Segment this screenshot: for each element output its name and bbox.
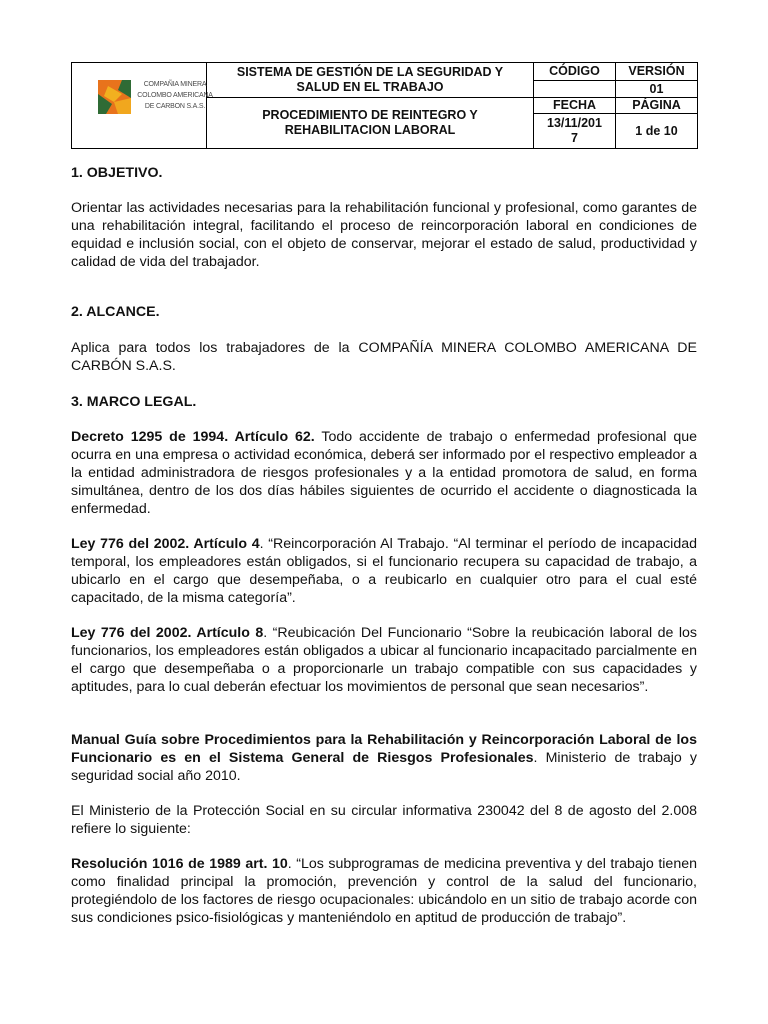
company-logo-text	[135, 79, 215, 112]
legal-item-resolucion-1016	[71, 855, 697, 927]
pagina-value: 1 de 10	[616, 114, 698, 149]
fecha-label: FECHA	[534, 98, 616, 114]
legal-item-text: . “Los subprogramas de medicina preventiva y del trabajo tienen como finalidad principal la promoción, prevención y control de la salud del funcionario, protegiéndolo de los factores de riesgo ocupacionales: ubicándolo en un sitio de trabajo acorde con sus condiciones psico-fisiológicas y manteniéndolo en aptitud de producción de trabajo”.	[71, 856, 697, 927]
legal-item-text: . Ministerio de trabajo y seguridad social año 2010.	[71, 750, 697, 785]
version-value: 01	[616, 81, 698, 98]
company-logo-cell	[72, 63, 213, 149]
company-logo	[98, 77, 213, 127]
legal-item-title: Decreto 1295 de 1994. Artículo 62.	[71, 429, 315, 445]
legal-item-title: Ley 776 del 2002. Artículo 4	[71, 536, 260, 552]
legal-item-text: . “Reubicación Del Funcionario “Sobre la reubicación laboral de los funcionarios, los empleadores están obligados a ubicar al funcionario incapacitado parcialmente en el cargo que desempeñaba o a proporcionarle un trabajo compatible con sus capacidades y aptitudes, para lo cual deberán efectuar los movimientos de personal que sean necesarios”.	[71, 625, 697, 696]
objetivo-text: Orientar las actividades necesarias para la rehabilitación funcional y profesional, como garantes de una rehabilitación integral, facilitando el proceso de reincorporación laboral en condiciones de equidad e inclusión social, con el objeto de conservar, mejorar el estado de salud, productividad y calidad de vida del trabajador.	[71, 200, 697, 271]
logo-line-3: DE CARBON S.A.S.	[144, 103, 206, 110]
logo-line-1: COMPAÑIA MINERA	[143, 81, 207, 88]
legal-item-text: Todo accidente de trabajo o enfermedad profesional que ocurra en una empresa o actividad económica, deberá ser informado por el respectivo empleador a la entidad administradora de riesgos profesionales y a la entidad promotora de salud, en forma simultánea, dentro de los dos días hábiles siguientes de ocurrido el accidente o diagnosticada la enfermedad.	[71, 429, 697, 518]
fecha-value: 13/11/2017	[534, 114, 616, 149]
legal-item-text: El Ministerio de la Protección Social en su circular informativa 230042 del 8 de agosto del 2.008 refiere lo siguiente:	[71, 803, 697, 838]
legal-item-title: Ley 776 del 2002. Artículo 8	[71, 625, 264, 641]
legal-item-text: . “Reincorporación Al Trabajo. “Al terminar el período de incapacidad temporal, los empleadores están obligados, si el funcionario recupera su capacidad de trabajo, a ubicarlo en el cargo que desempeñaba, o a reubicarlo en cualquier otro para el cual esté capacitado, de la misma categoría”.	[71, 536, 697, 607]
legal-item-title: Resolución 1016 de 1989 art. 10	[71, 856, 288, 872]
company-logo-icon	[98, 80, 131, 114]
procedure-title: PROCEDIMIENTO DE REINTEGRO Y REHABILITACION LABORAL	[207, 98, 534, 149]
codigo-label: CÓDIGO	[534, 63, 616, 81]
system-title: SISTEMA DE GESTIÓN DE LA SEGURIDAD Y SALUD EN EL TRABAJO	[207, 63, 534, 98]
legal-item-manual-guia	[71, 731, 697, 785]
document-header	[71, 62, 698, 149]
pagina-label: PÁGINA	[616, 98, 698, 114]
logo-line-2: COLOMBO AMERICANA	[137, 92, 213, 99]
legal-item-title: Manual Guía sobre Procedimientos para la Rehabilitación y Reincorporación Laboral de los Funcionario es en el Sistema General de Riesgos Profesionales	[71, 732, 697, 767]
alcance-text: Aplica para todos los trabajadores de la COMPAÑÍA MINERA COLOMBO AMERICANA DE CARBÓN S.A.S.	[71, 340, 697, 375]
section-heading-alcance: 2. ALCANCE.	[71, 304, 160, 320]
legal-item-circular-230042	[71, 802, 697, 838]
legal-item-ley-776-art-8	[71, 624, 697, 696]
version-label: VERSIÓN	[616, 63, 698, 81]
legal-item-decreto-1295	[71, 428, 697, 518]
codigo-value	[534, 81, 616, 98]
legal-item-ley-776-art-4	[71, 535, 697, 607]
section-heading-objetivo: 1. OBJETIVO.	[71, 165, 163, 181]
section-heading-marco-legal: 3. MARCO LEGAL.	[71, 394, 197, 410]
